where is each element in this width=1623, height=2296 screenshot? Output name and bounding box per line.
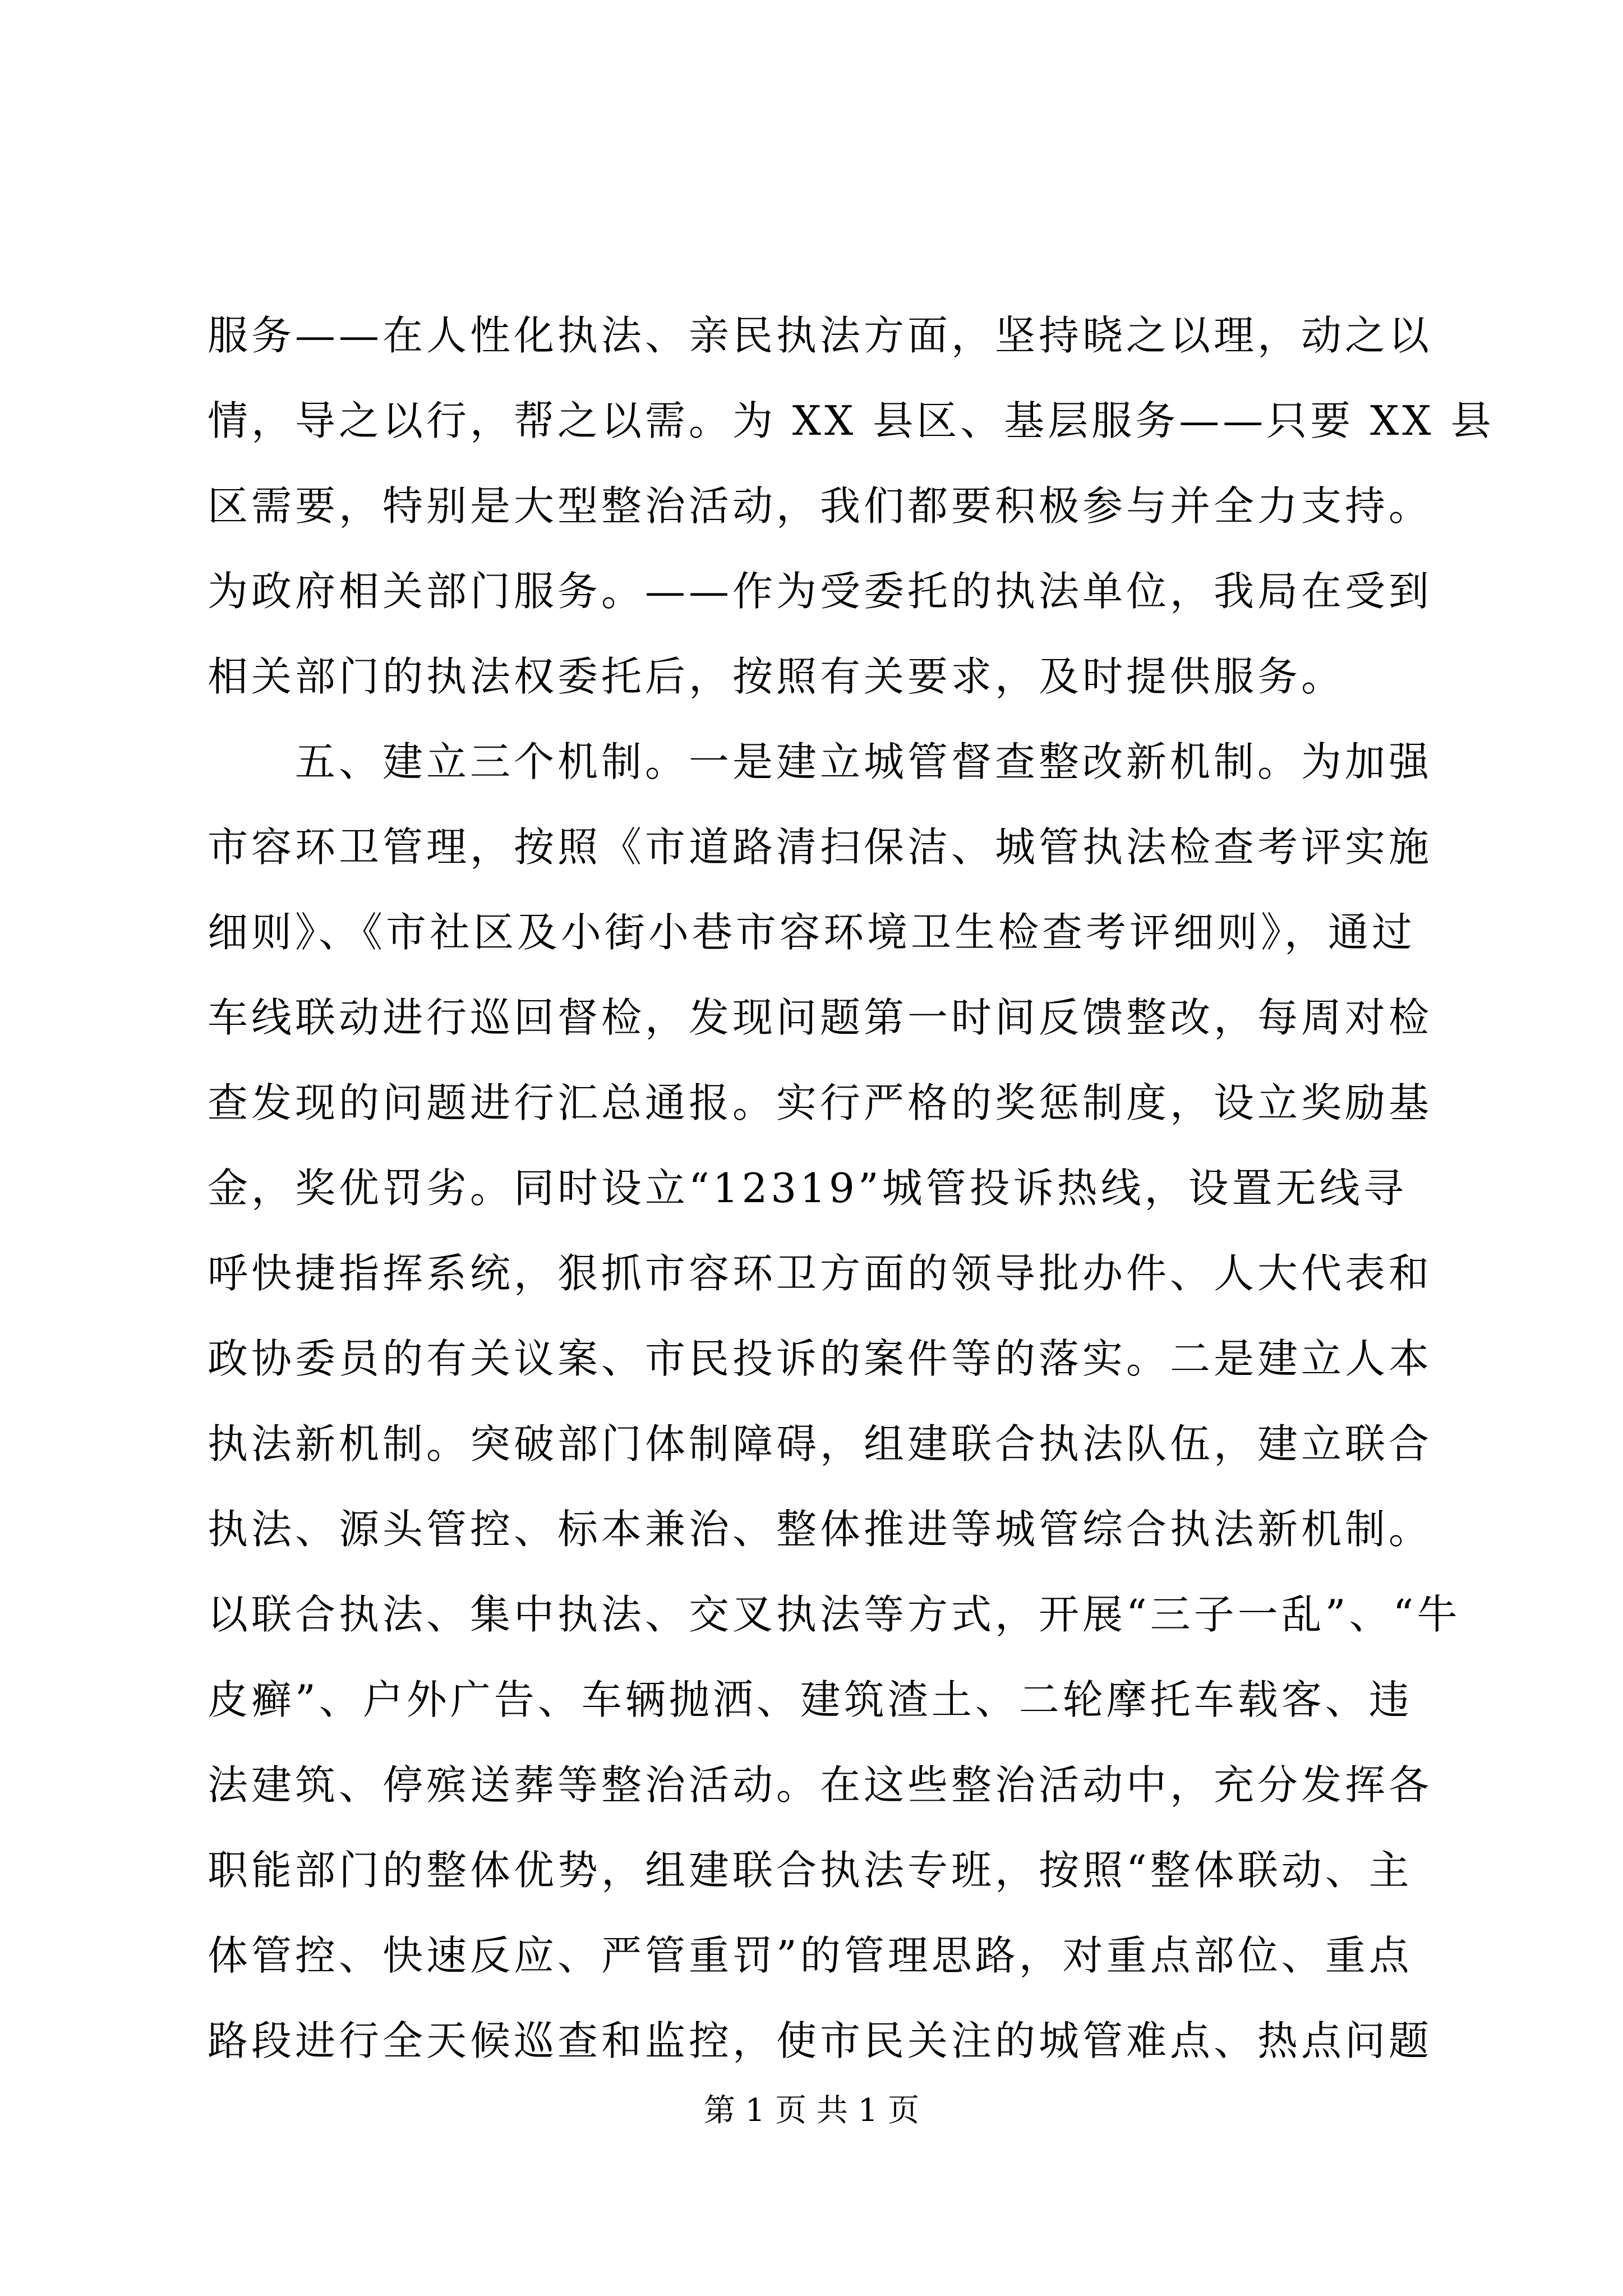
body-text-line: 区需要，特别是大型整治活动，我们都要积极参与并全力支持。 <box>208 482 1433 530</box>
body-text-line: 市容环卫管理，按照《市道路清扫保洁、城管执法检查考评实施 <box>208 823 1433 871</box>
body-text-line: 情，导之以行，帮之以需。为 XX 县区、基层服务——只要 XX 县 <box>208 397 1495 444</box>
body-text-line: 执法、源头管控、标本兼治、整体推进等城管综合执法新机制。 <box>208 1506 1433 1553</box>
body-text-line: 以联合执法、集中执法、交叉执法等方式，开展“三子一乱”、“牛 <box>208 1591 1461 1638</box>
body-text-line: 执法新机制。突破部门体制障碍，组建联合执法队伍，建立联合 <box>208 1420 1433 1467</box>
body-text-line: 服务——在人性化执法、亲民执法方面，坚持晓之以理，动之以 <box>208 312 1433 359</box>
body-text-line: 为政府相关部门服务。——作为受委托的执法单位，我局在受到 <box>208 568 1433 615</box>
body-text-line: 职能部门的整体优势，组建联合执法专班，按照“整体联动、主 <box>208 1847 1413 1894</box>
page-number-footer: 第 1 页 共 1 页 <box>703 2092 920 2129</box>
body-text-line: 政协委员的有关议案、市民投诉的案件等的落实。二是建立人本 <box>208 1335 1433 1382</box>
body-text-line: 查发现的问题进行汇总通报。实行严格的奖惩制度，设立奖励基 <box>208 1079 1433 1126</box>
body-text-line: 体管控、快速反应、严管重罚”的管理思路，对重点部位、重点 <box>208 1932 1413 1979</box>
body-text-line: 法建筑、停殡送葬等整治活动。在这些整治活动中，充分发挥各 <box>208 1761 1433 1809</box>
body-text-line: 呼快捷指挥系统，狠抓市容环卫方面的领导批办件、人大代表和 <box>208 1250 1433 1297</box>
body-text-line: 皮癣”、户外广告、车辆抛洒、建筑渣土、二轮摩托车载客、违 <box>208 1676 1413 1723</box>
body-text-line: 相关部门的执法权委托后，按照有关要求，及时提供服务。 <box>208 653 1345 700</box>
body-text-line: 金，奖优罚劣。同时设立“12319”城管投诉热线，设置无线寻 <box>208 1165 1407 1212</box>
body-text-line: 细则》、《市社区及小街小巷市容环境卫生检查考评细则》，通过 <box>208 909 1416 956</box>
body-text-line: 路段进行全天候巡查和监控，使市民关注的城管难点、热点问题 <box>208 2017 1433 2064</box>
paragraph-start-line: 五、建立三个机制。一是建立城管督查整改新机制。为加强 <box>208 738 1433 785</box>
body-text-line: 车线联动进行巡回督检，发现问题第一时间反馈整改，每周对检 <box>208 994 1433 1041</box>
